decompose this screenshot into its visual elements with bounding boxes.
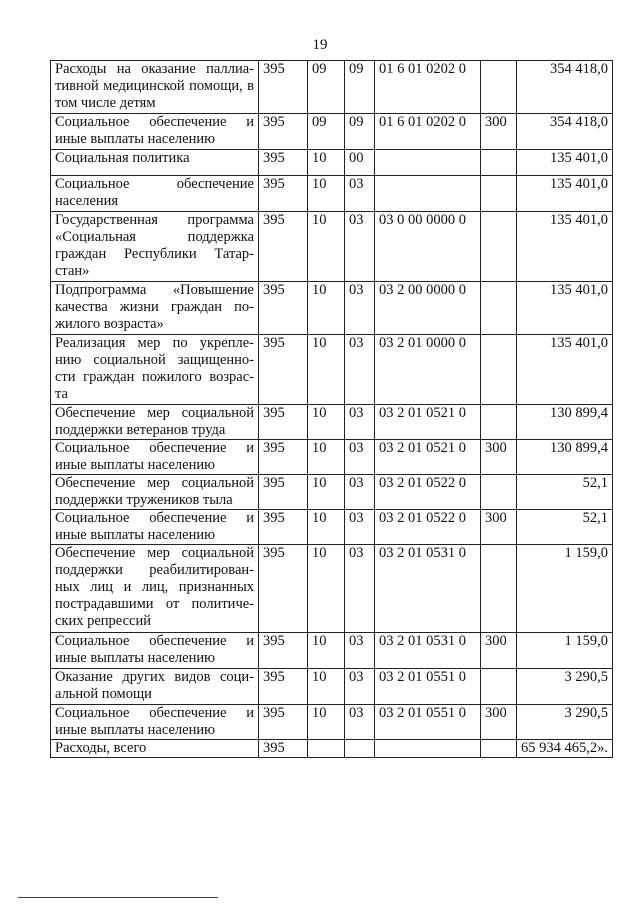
row-target-article-code: 03 2 01 0551 0 [375,705,481,740]
row-ved-code: 395 [259,440,308,475]
row-amount: 135 401,0 [517,150,613,176]
row-amount: 135 401,0 [517,176,613,212]
row-expense-type-code [481,545,517,633]
row-subsection-code: 03 [345,405,375,440]
row-amount: 52,1 [517,510,613,545]
row-name: Государственная программа «Социальная поддержка граждан Республики Татар-стан» [51,212,259,282]
row-amount: 52,1 [517,475,613,510]
row-name: Социальное обеспечение и иные выплаты населению [51,633,259,669]
row-ved-code: 395 [259,510,308,545]
row-subsection-code: 09 [345,61,375,114]
row-ved-code: 395 [259,475,308,510]
row-section-code: 10 [308,510,345,545]
table-row [51,545,613,633]
row-target-article-code: 03 2 01 0521 0 [375,405,481,440]
row-section-code: 09 [308,61,345,114]
row-name: Расходы на оказание паллиа-тивной медицинской помощи, в том числе детям [51,61,259,114]
row-expense-type-code [481,176,517,212]
row-target-article-code: 03 2 01 0551 0 [375,669,481,705]
row-expense-type-code: 300 [481,633,517,669]
row-name: Социальное обеспечение и иные выплаты населению [51,510,259,545]
row-subsection-code: 09 [345,114,375,150]
row-amount: 135 401,0 [517,282,613,335]
row-subsection-code [345,740,375,758]
row-amount: 1 159,0 [517,633,613,669]
row-section-code [308,740,345,758]
row-section-code: 10 [308,545,345,633]
row-target-article-code: 03 2 01 0531 0 [375,633,481,669]
row-ved-code: 395 [259,633,308,669]
row-section-code: 10 [308,475,345,510]
table-row [51,114,613,150]
table-row [51,176,613,212]
table-row [51,61,613,114]
row-subsection-code: 03 [345,282,375,335]
row-target-article-code: 03 2 01 0000 0 [375,335,481,405]
row-section-code: 10 [308,176,345,212]
row-subsection-code: 03 [345,705,375,740]
row-amount: 354 418,0 [517,114,613,150]
row-target-article-code [375,740,481,758]
table-row [51,212,613,282]
row-ved-code: 395 [259,212,308,282]
row-ved-code: 395 [259,545,308,633]
row-target-article-code: 03 2 01 0531 0 [375,545,481,633]
table-row [51,150,613,176]
row-expense-type-code [481,335,517,405]
row-amount: 135 401,0 [517,212,613,282]
row-expense-type-code [481,740,517,758]
row-ved-code: 395 [259,405,308,440]
footer-rule [18,897,218,898]
row-expense-type-code [481,212,517,282]
row-section-code: 10 [308,282,345,335]
row-name: Социальная политика [51,150,259,176]
row-section-code: 10 [308,705,345,740]
row-section-code: 10 [308,335,345,405]
row-subsection-code: 03 [345,212,375,282]
row-section-code: 10 [308,150,345,176]
row-expense-type-code [481,282,517,335]
row-target-article-code [375,150,481,176]
row-ved-code: 395 [259,150,308,176]
row-subsection-code: 03 [345,510,375,545]
row-name: Обеспечение мер социальной поддержки ветеранов труда [51,405,259,440]
row-name: Обеспечение мер социальной поддержки реабилитирован-ных лиц и лиц, признанных пострадавшими от политиче-ских репрессий [51,545,259,633]
row-subsection-code: 00 [345,150,375,176]
row-name: Подпрограмма «Повышение качества жизни граждан по-жилого возраста» [51,282,259,335]
row-ved-code: 395 [259,176,308,212]
table-row [51,740,613,758]
row-amount: 3 290,5 [517,705,613,740]
row-section-code: 10 [308,440,345,475]
table-row [51,633,613,669]
row-amount: 130 899,4 [517,440,613,475]
row-target-article-code: 01 6 01 0202 0 [375,61,481,114]
row-expense-type-code [481,669,517,705]
row-ved-code: 395 [259,335,308,405]
row-section-code: 09 [308,114,345,150]
row-expense-type-code [481,475,517,510]
row-target-article-code: 03 0 00 0000 0 [375,212,481,282]
row-expense-type-code: 300 [481,705,517,740]
row-name: Обеспечение мер социальной поддержки тружеников тыла [51,475,259,510]
row-ved-code: 395 [259,740,308,758]
row-expense-type-code [481,61,517,114]
row-section-code: 10 [308,633,345,669]
row-subsection-code: 03 [345,176,375,212]
row-expense-type-code [481,405,517,440]
row-ved-code: 395 [259,61,308,114]
row-subsection-code: 03 [345,545,375,633]
row-subsection-code: 03 [345,633,375,669]
row-expense-type-code [481,150,517,176]
table-row [51,705,613,740]
row-section-code: 10 [308,405,345,440]
row-amount: 354 418,0 [517,61,613,114]
table-row [51,669,613,705]
row-name: Социальное обеспечение и иные выплаты населению [51,114,259,150]
row-ved-code: 395 [259,282,308,335]
row-section-code: 10 [308,669,345,705]
row-name: Оказание других видов соци-альной помощи [51,669,259,705]
row-target-article-code: 01 6 01 0202 0 [375,114,481,150]
row-name: Социальное обеспечение и иные выплаты населению [51,705,259,740]
row-expense-type-code: 300 [481,114,517,150]
row-amount: 3 290,5 [517,669,613,705]
table-row [51,335,613,405]
row-target-article-code: 03 2 01 0521 0 [375,440,481,475]
row-name: Реализация мер по укрепле-нию социальной защищенно-сти граждан пожилого возрас-та [51,335,259,405]
row-subsection-code: 03 [345,440,375,475]
table-row [51,282,613,335]
row-target-article-code: 03 2 01 0522 0 [375,475,481,510]
row-subsection-code: 03 [345,475,375,510]
row-expense-type-code: 300 [481,510,517,545]
table-row [51,475,613,510]
row-name: Социальное обеспечение населения [51,176,259,212]
row-name: Социальное обеспечение и иные выплаты населению [51,440,259,475]
budget-table [50,60,613,758]
row-target-article-code [375,176,481,212]
row-name: Расходы, всего [51,740,259,758]
row-amount: 1 159,0 [517,545,613,633]
row-ved-code: 395 [259,705,308,740]
table-row [51,510,613,545]
row-subsection-code: 03 [345,335,375,405]
row-amount: 130 899,4 [517,405,613,440]
row-target-article-code: 03 2 01 0522 0 [375,510,481,545]
table-row [51,405,613,440]
row-section-code: 10 [308,212,345,282]
row-amount: 65 934 465,2». [517,740,613,758]
row-ved-code: 395 [259,114,308,150]
row-subsection-code: 03 [345,669,375,705]
page-number: 19 [312,37,328,53]
row-ved-code: 395 [259,669,308,705]
table-row [51,440,613,475]
row-target-article-code: 03 2 00 0000 0 [375,282,481,335]
row-amount: 135 401,0 [517,335,613,405]
row-expense-type-code: 300 [481,440,517,475]
